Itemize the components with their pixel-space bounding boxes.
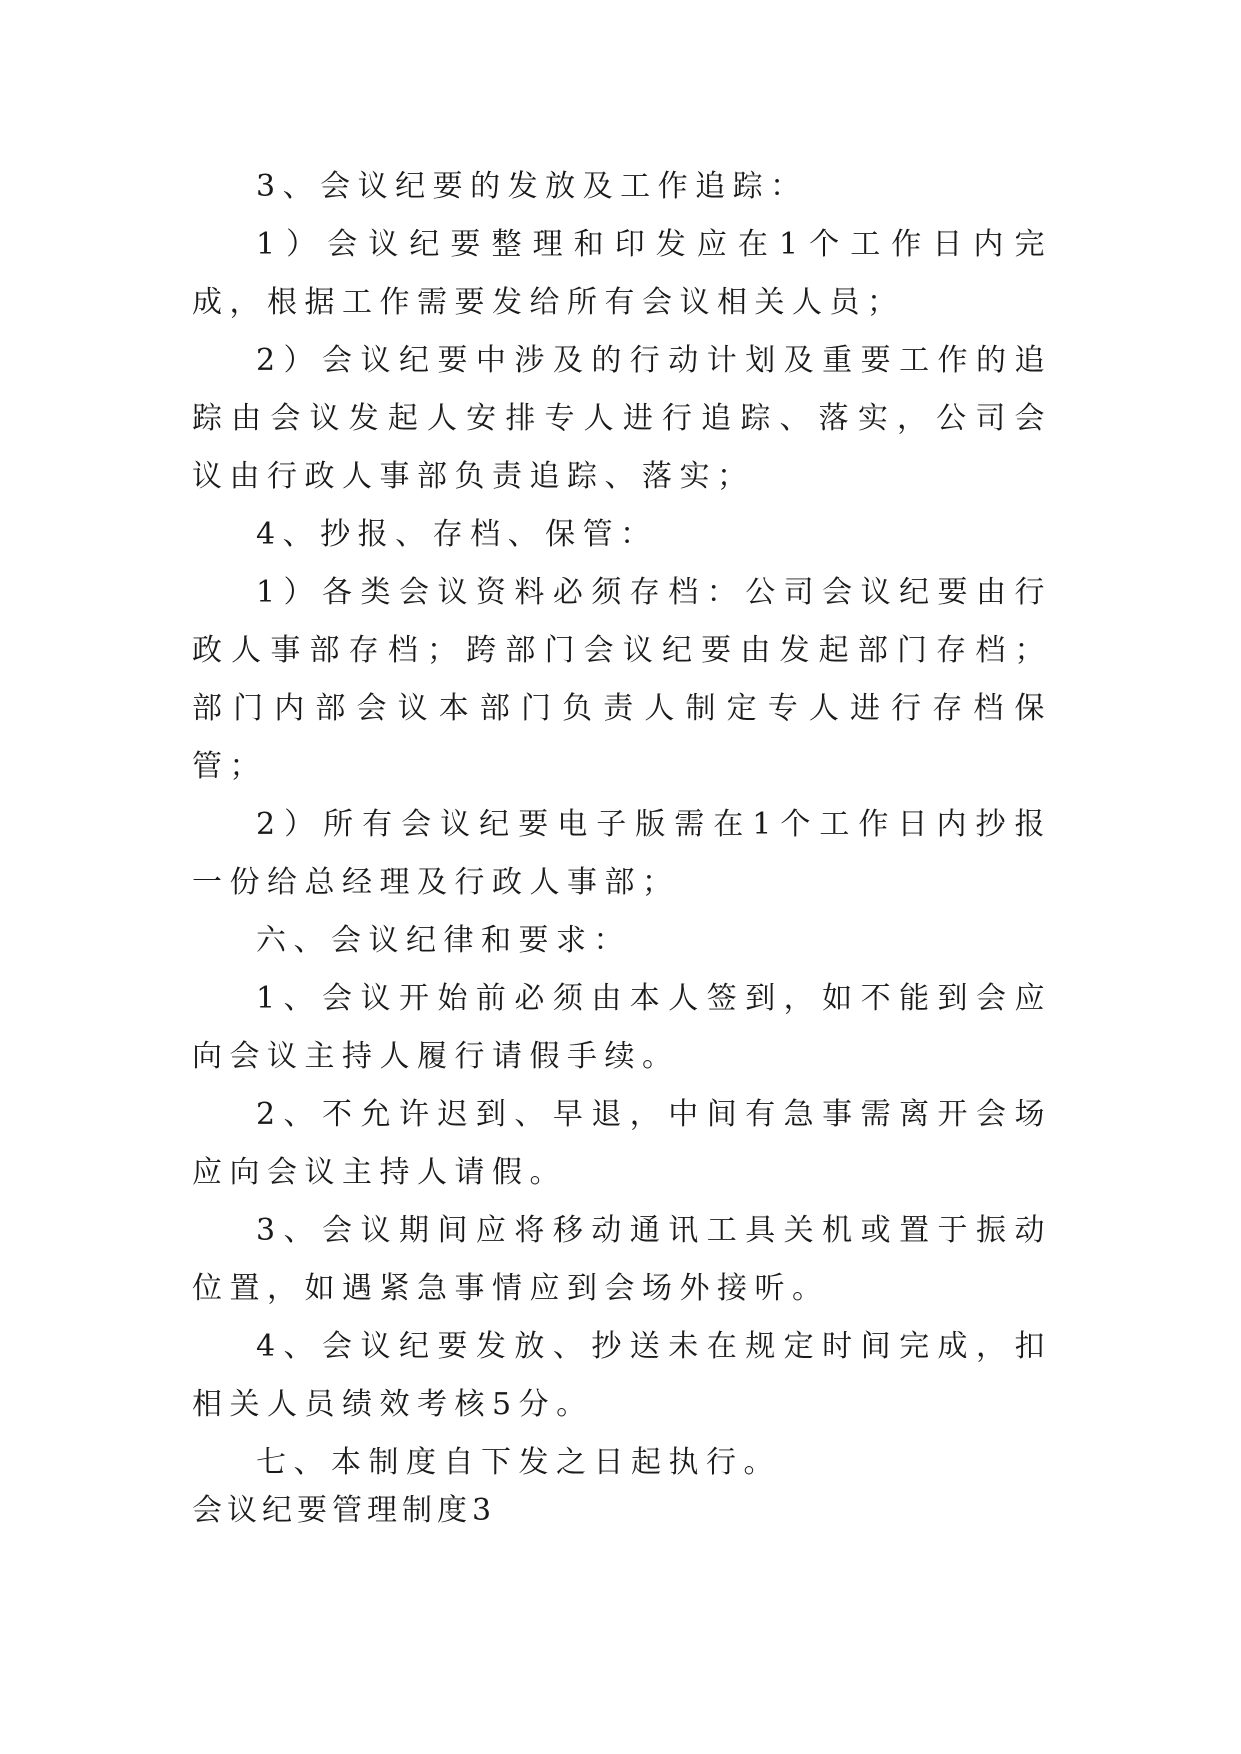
next-section-title: 会议纪要管理制度3: [192, 1493, 497, 1528]
paragraph-archive-item-2: 2）所有会议纪要电子版需在1个工作日内抄报一份给总经理及行政人事部；: [192, 807, 1052, 900]
document-body: [192, 158, 1052, 1492]
paragraph-discipline-heading: 六、会议纪律和要求：: [256, 923, 631, 958]
paragraph-tracking-heading: 3、会议纪要的发放及工作追踪：: [256, 169, 808, 204]
paragraph-tracking-item-1: 1）会议纪要整理和印发应在1个工作日内完成，根据工作需要发给所有会议相关人员；: [192, 227, 1052, 320]
paragraph-discipline-item-3: 3、会议期间应将移动通讯工具关机或置于振动位置，如遇紧急事情应到会场外接听。: [192, 1213, 1052, 1306]
paragraph-discipline-item-4: 4、会议纪要发放、抄送未在规定时间完成，扣相关人员绩效考核5分。: [192, 1329, 1052, 1422]
paragraph-discipline-item-1: 1、会议开始前必须由本人签到，如不能到会应向会议主持人履行请假手续。: [192, 981, 1052, 1074]
paragraph-archive-heading: 4、抄报、存档、保管：: [256, 517, 658, 552]
paragraph-discipline-item-2: 2、不允许迟到、早退，中间有急事需离开会场应向会议主持人请假。: [192, 1097, 1052, 1190]
paragraph-tracking-item-2: 2）会议纪要中涉及的行动计划及重要工作的追踪由会议发起人安排专人进行追踪、落实，公司会议由行政人事部负责追踪、落实；: [192, 343, 1052, 494]
paragraph-effective-date: 七、本制度自下发之日起执行。: [256, 1445, 781, 1480]
paragraph-archive-item-1: 1）各类会议资料必须存档：公司会议纪要由行政人事部存档；跨部门会议纪要由发起部门存档；部门内部会议本部门负责人制定专人进行存档保管；: [192, 575, 1052, 784]
